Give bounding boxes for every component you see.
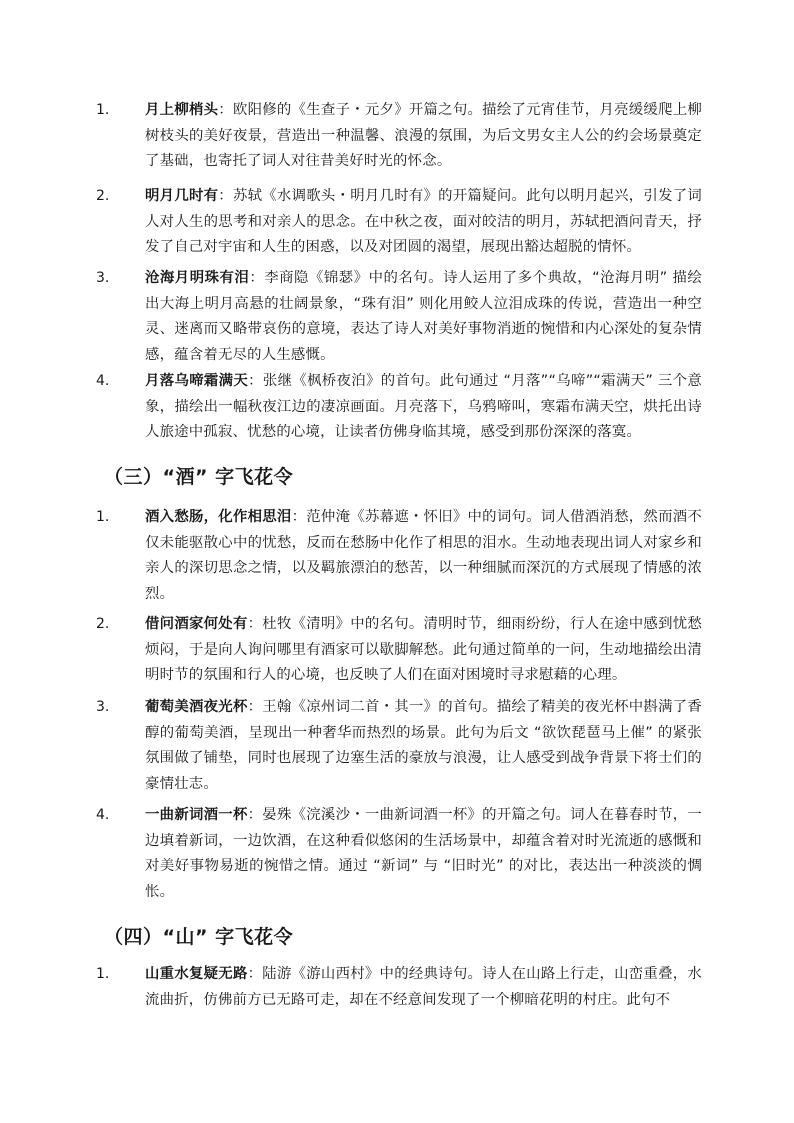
list-item-body <box>145 266 702 368</box>
list-item-text: ：晏殊《浣溪沙・一曲新词酒一杯》的开篇之句。词人在暮春时节，一边填着新词，一边饮酒，在这种看似悠闲的生活场景中，却蕴含着对时光流逝的感慨和对美好事物易逝的惋惜之情。通过 “新词” 与 “旧时光” 的对比，表达出一种淡淡的惆怅。 <box>145 807 703 900</box>
list-item-body <box>145 612 702 689</box>
list-item-text: ：陆游《游山西村》中的经典诗句。诗人在山路上行走，山峦重叠，水流曲折，仿佛前方已无路可走，却在不经意间发现了一个柳暗花明的村庄。此句不 <box>145 966 703 1008</box>
list-item-text: ：欧阳修的《生查子・元夕》开篇之句。描绘了元宵佳节，月亮缓缓爬上柳树枝头的美好夜景，营造出一种温馨、浪漫的氛围，为后文男女主人公的约会场景奠定了基础，也寄托了词人对往昔美好时光的怀念。 <box>145 102 702 169</box>
list-item-number: 1. <box>96 102 110 118</box>
list-item-term: 明月几时有 <box>145 188 219 204</box>
list-item-text: ：王翰《凉州词二首・其一》的首句。描绘了精美的夜光杯中斟满了香醇的葡萄美酒，呈现出一种奢华而热烈的场景。此句为后文 “欲饮琵琶马上催” 的紧张氛围做了铺垫，同时也展现了边塞生活的豪放与浪漫，让人感受到战争背景下将士们的豪情壮志。 <box>145 699 703 792</box>
list-item-body <box>145 505 702 607</box>
list-item-term: 酒入愁肠，化作相思泪 <box>145 509 292 525</box>
list-item-number: 4. <box>96 807 110 823</box>
list-item-number: 2. <box>96 616 110 632</box>
list-item-term: 沧海月明珠有泪 <box>145 270 250 286</box>
list-item-term: 借问酒家何处有 <box>145 616 248 632</box>
list-item-number: 1. <box>96 509 110 525</box>
list-item-term: 月落乌啼霜满天 <box>145 373 249 389</box>
list-item-body <box>145 695 702 797</box>
list-item-term: 葡萄美酒夜光杯 <box>145 699 248 715</box>
list-item-text: ：范仲淹《苏幕遮・怀旧》中的词句。词人借酒消愁，然而酒不仅未能驱散心中的忧愁，反而在愁肠中化作了相思的泪水。生动地表现出词人对家乡和亲人的深切思念之情，以及羁旅漂泊的愁苦，以一种细腻而深沉的方式展现了情感的浓烈。 <box>145 509 702 602</box>
list-item-body <box>145 184 702 261</box>
section-heading-mountain: （四）“山” 字飞花令 <box>104 926 294 948</box>
list-item-term: 月上柳梢头 <box>145 102 219 118</box>
section-heading-wine: （三）“酒” 字飞花令 <box>104 466 294 488</box>
list-item-number: 3. <box>96 270 110 286</box>
list-item-body <box>145 803 702 905</box>
list-item-number: 2. <box>96 188 110 204</box>
list-item-text: ：苏轼《水调歌头・明月几时有》的开篇疑问。此句以明月起兴，引发了词人对人生的思考和对亲人的思念。在中秋之夜，面对皎洁的明月，苏轼把酒问青天，抒发了自己对宇宙和人生的困惑，以及对团圆的渴望，展现出豁达超脱的情怀。 <box>145 188 702 255</box>
list-item-text: ：张继《枫桥夜泊》的首句。此句通过 “月落”“乌啼”“霜满天” 三个意象，描绘出一幅秋夜江边的凄凉画面。月亮落下，乌鸦啼叫，寒霜布满天空，烘托出诗人旅途中孤寂、忧愁的心境，让读者仿佛身临其境，感受到那份深深的落寞。 <box>145 373 702 440</box>
list-item-number: 3. <box>96 699 110 715</box>
list-item-number: 4. <box>96 373 110 389</box>
list-item-text: ：李商隐《锦瑟》中的名句。诗人运用了多个典故，“沧海月明” 描绘出大海上明月高悬的壮阔景象，“珠有泪” 则化用鲛人泣泪成珠的传说，营造出一种空灵、迷离而又略带哀伤的意境，表达了诗人对美好事物消逝的惋惜和内心深处的复杂情感，蕴含着无尽的人生感慨。 <box>145 270 702 363</box>
list-item-term: 一曲新词酒一杯 <box>145 807 248 823</box>
list-item-term: 山重水复疑无路 <box>145 966 248 982</box>
list-item-body <box>145 98 702 175</box>
list-item-number: 1. <box>96 966 110 982</box>
list-item-body <box>145 962 702 1013</box>
list-item-text: ：杜牧《清明》中的名句。清明时节，细雨纷纷，行人在途中感到忧愁烦闷，于是向人询问哪里有酒家可以歇脚解愁。此句通过简单的一问，生动地描绘出清明时节的氛围和行人的心境，也反映了人们在面对困境时寻求慰藉的心理。 <box>145 616 703 683</box>
list-item-body <box>145 369 702 446</box>
